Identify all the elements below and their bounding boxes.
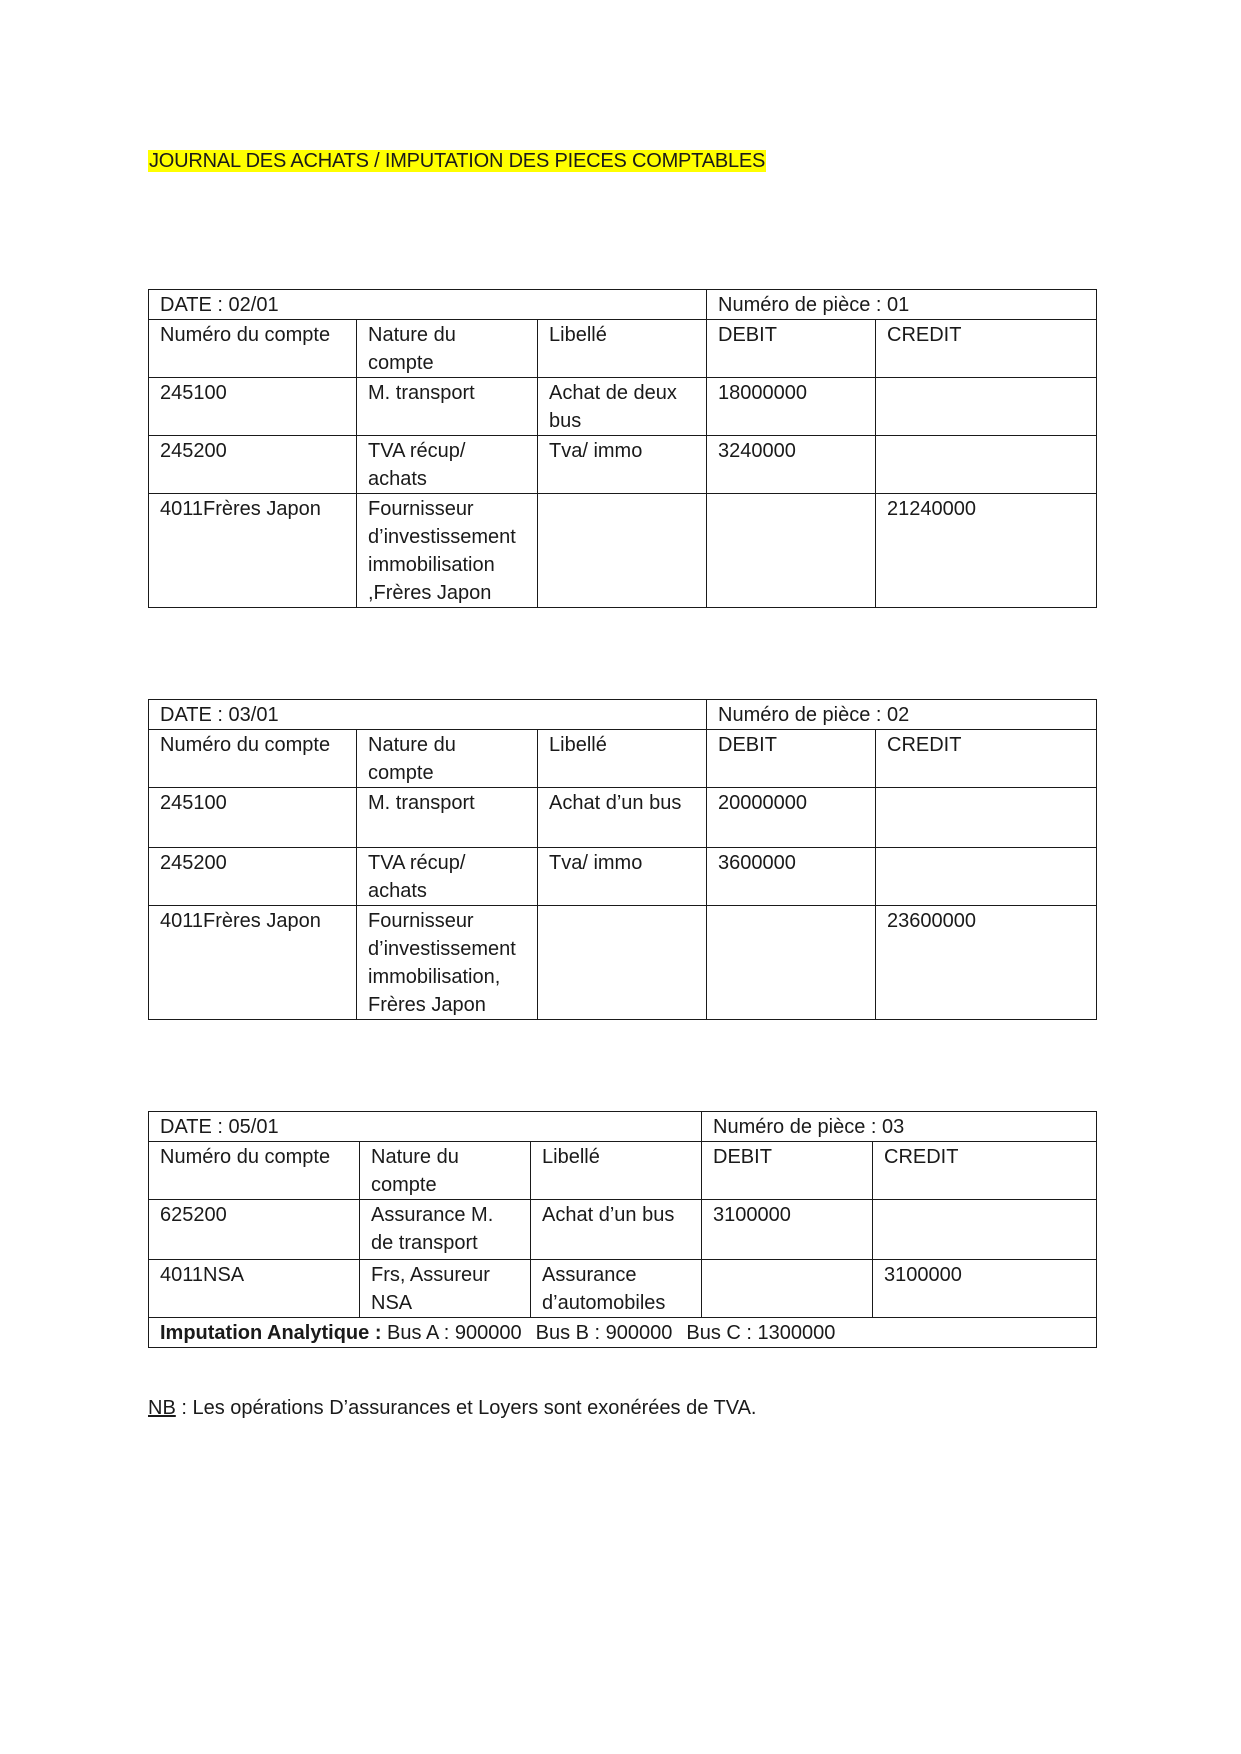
cell-nature: Fournisseur d’investissement immobilisation, Frères Japon	[357, 906, 538, 1020]
table-row	[149, 436, 1097, 494]
page-title-text: JOURNAL DES ACHATS / IMPUTATION DES PIECES COMPTABLES	[149, 150, 766, 172]
entry-date: DATE : 03/01	[149, 700, 707, 730]
imputation-bus-a: Bus A : 900000	[387, 1322, 522, 1344]
cell-label: Achat d’un bus	[531, 1200, 702, 1260]
footnote-text: : Les opérations D’assurances et Loyers sont exonérées de TVA.	[175, 1397, 757, 1419]
col-label-header: Libellé	[538, 730, 707, 788]
cell-label: Achat de deux bus	[538, 378, 707, 436]
cell-credit	[876, 848, 1097, 906]
cell-nature: M. transport	[357, 788, 538, 848]
cell-account: 245100	[149, 378, 357, 436]
cell-credit: 3100000	[873, 1260, 1097, 1318]
cell-debit: 20000000	[707, 788, 876, 848]
entry-piece-number: Numéro de pièce : 03	[702, 1112, 1097, 1142]
cell-nature: Fournisseur d’investissement immobilisation ,Frères Japon	[357, 494, 538, 608]
cell-account: 245200	[149, 436, 357, 494]
cell-nature: TVA récup/ achats	[357, 848, 538, 906]
col-debit-header: DEBIT	[707, 730, 876, 788]
cell-debit: 18000000	[707, 378, 876, 436]
table-row	[149, 788, 1097, 848]
entry-piece-number: Numéro de pièce : 02	[707, 700, 1097, 730]
cell-debit: 3600000	[707, 848, 876, 906]
col-label-header: Libellé	[531, 1142, 702, 1200]
col-debit-header: DEBIT	[707, 320, 876, 378]
cell-account: 245200	[149, 848, 357, 906]
cell-label	[538, 906, 707, 1020]
col-label-header: Libellé	[538, 320, 707, 378]
cell-debit: 3100000	[702, 1200, 873, 1260]
journal-entry-1	[148, 289, 1097, 608]
column-header-row	[149, 1142, 1097, 1200]
cell-account: 245100	[149, 788, 357, 848]
cell-label: Assurance d’automobiles	[531, 1260, 702, 1318]
imputation-row	[149, 1318, 1097, 1348]
cell-credit	[873, 1200, 1097, 1260]
entry-piece-number: Numéro de pièce : 01	[707, 290, 1097, 320]
page-title	[148, 148, 766, 175]
col-account-header: Numéro du compte	[149, 320, 357, 378]
cell-nature: M. transport	[357, 378, 538, 436]
cell-debit	[702, 1260, 873, 1318]
entry-header-row	[149, 700, 1097, 730]
cell-debit	[707, 906, 876, 1020]
cell-label: Achat d’un bus	[538, 788, 707, 848]
imputation-label: Imputation Analytique :	[160, 1322, 382, 1344]
cell-account: 625200	[149, 1200, 360, 1260]
footnote	[148, 1394, 757, 1422]
col-debit-header: DEBIT	[702, 1142, 873, 1200]
entry-header-row	[149, 290, 1097, 320]
cell-label: Tva/ immo	[538, 436, 707, 494]
table-row	[149, 378, 1097, 436]
cell-credit: 23600000	[876, 906, 1097, 1020]
cell-credit: 21240000	[876, 494, 1097, 608]
cell-account: 4011NSA	[149, 1260, 360, 1318]
col-account-header: Numéro du compte	[149, 730, 357, 788]
entry-date: DATE : 05/01	[149, 1112, 702, 1142]
col-credit-header: CREDIT	[876, 730, 1097, 788]
imputation-bus-c: Bus C : 1300000	[686, 1322, 836, 1344]
footnote-key: NB	[148, 1397, 176, 1419]
table-row	[149, 848, 1097, 906]
cell-label	[538, 494, 707, 608]
cell-debit	[707, 494, 876, 608]
cell-account: 4011Frères Japon	[149, 494, 357, 608]
imputation-analytique	[149, 1318, 1097, 1348]
imputation-bus-b: Bus B : 900000	[535, 1322, 673, 1344]
column-header-row	[149, 730, 1097, 788]
cell-nature: Frs, Assureur NSA	[360, 1260, 531, 1318]
table-row	[149, 494, 1097, 608]
col-nature-header: Nature du compte	[360, 1142, 531, 1200]
cell-credit	[876, 436, 1097, 494]
column-header-row	[149, 320, 1097, 378]
cell-credit	[876, 788, 1097, 848]
table-row	[149, 906, 1097, 1020]
cell-label: Tva/ immo	[538, 848, 707, 906]
col-credit-header: CREDIT	[876, 320, 1097, 378]
cell-account: 4011Frères Japon	[149, 906, 357, 1020]
col-nature-header: Nature du compte	[357, 320, 538, 378]
col-credit-header: CREDIT	[873, 1142, 1097, 1200]
table-row	[149, 1260, 1097, 1318]
cell-credit	[876, 378, 1097, 436]
table-row	[149, 1200, 1097, 1260]
cell-nature: Assurance M. de transport	[360, 1200, 531, 1260]
journal-entry-2	[148, 699, 1097, 1020]
entry-date: DATE : 02/01	[149, 290, 707, 320]
col-account-header: Numéro du compte	[149, 1142, 360, 1200]
cell-nature: TVA récup/ achats	[357, 436, 538, 494]
cell-debit: 3240000	[707, 436, 876, 494]
col-nature-header: Nature du compte	[357, 730, 538, 788]
journal-entry-3	[148, 1111, 1097, 1348]
entry-header-row	[149, 1112, 1097, 1142]
